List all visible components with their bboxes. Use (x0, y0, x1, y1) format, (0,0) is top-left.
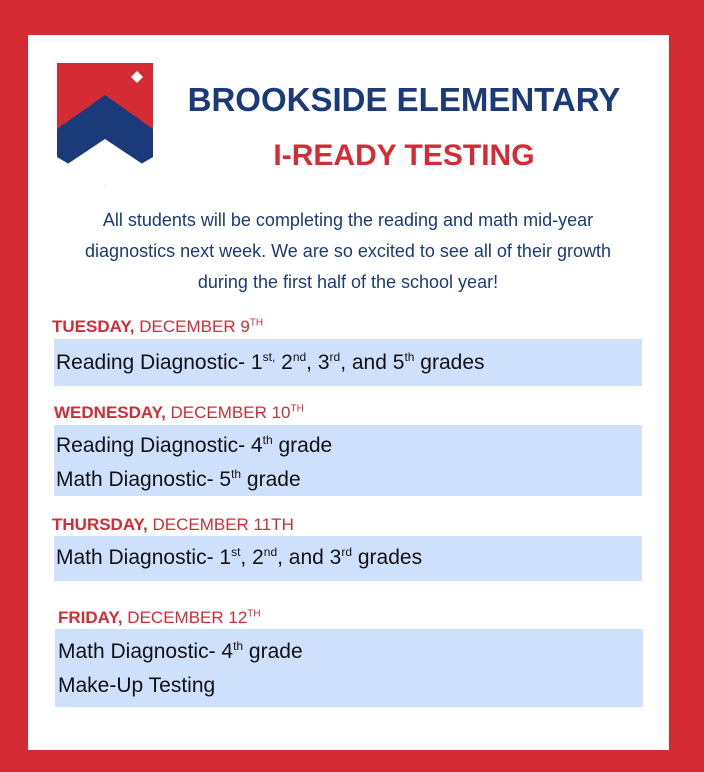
day-header-wednesday (54, 403, 304, 423)
schedule-line: Math Diagnostic- 4th grade (58, 639, 303, 663)
schedule-line: Reading Diagnostic- 4th grade (56, 433, 333, 457)
date-label: DECEMBER 9 (139, 317, 250, 336)
schedule-line: Make-Up Testing (58, 674, 216, 697)
day-label: FRIDAY, (58, 608, 123, 627)
day-label: WEDNESDAY, (54, 403, 166, 422)
day-header-tuesday (52, 317, 263, 337)
school-shield-logo-icon (57, 63, 153, 185)
day-header-thursday (52, 515, 294, 535)
date-label: DECEMBER 12 (127, 608, 248, 627)
schedule-line: Math Diagnostic- 5th grade (56, 467, 301, 491)
flyer-card (28, 35, 669, 750)
day-label: THURSDAY, (52, 515, 148, 534)
day-label: TUESDAY, (52, 317, 135, 336)
schedule-line: Math Diagnostic- 1st, 2nd, and 3rd grades (56, 545, 423, 569)
schedule-box-tuesday (54, 339, 642, 386)
day-header-friday (58, 608, 261, 628)
event-title: I-READY TESTING (273, 139, 535, 172)
date-suffix: TH (290, 403, 304, 415)
date-suffix: TH (247, 608, 261, 620)
line-prefix: Reading Diagnostic- $1^{st,}$ 2nd, 3rd, and 5th grades (56, 350, 485, 374)
intro-paragraph: All students will be completing the reading and math mid-year diagnostics next week. We are so excited to see all of their growth during the first half of the school year! (85, 210, 611, 292)
date-label: DECEMBER 10 (170, 403, 291, 422)
date-label: DECEMBER 11TH (152, 515, 294, 534)
schedule-box-thursday (54, 536, 642, 581)
schedule-box-friday (55, 629, 643, 707)
date-suffix: TH (249, 317, 264, 329)
schedule-line (56, 350, 485, 375)
schedule-box-wednesday (54, 425, 642, 496)
school-name: BROOKSIDE ELEMENTARY (187, 81, 621, 118)
